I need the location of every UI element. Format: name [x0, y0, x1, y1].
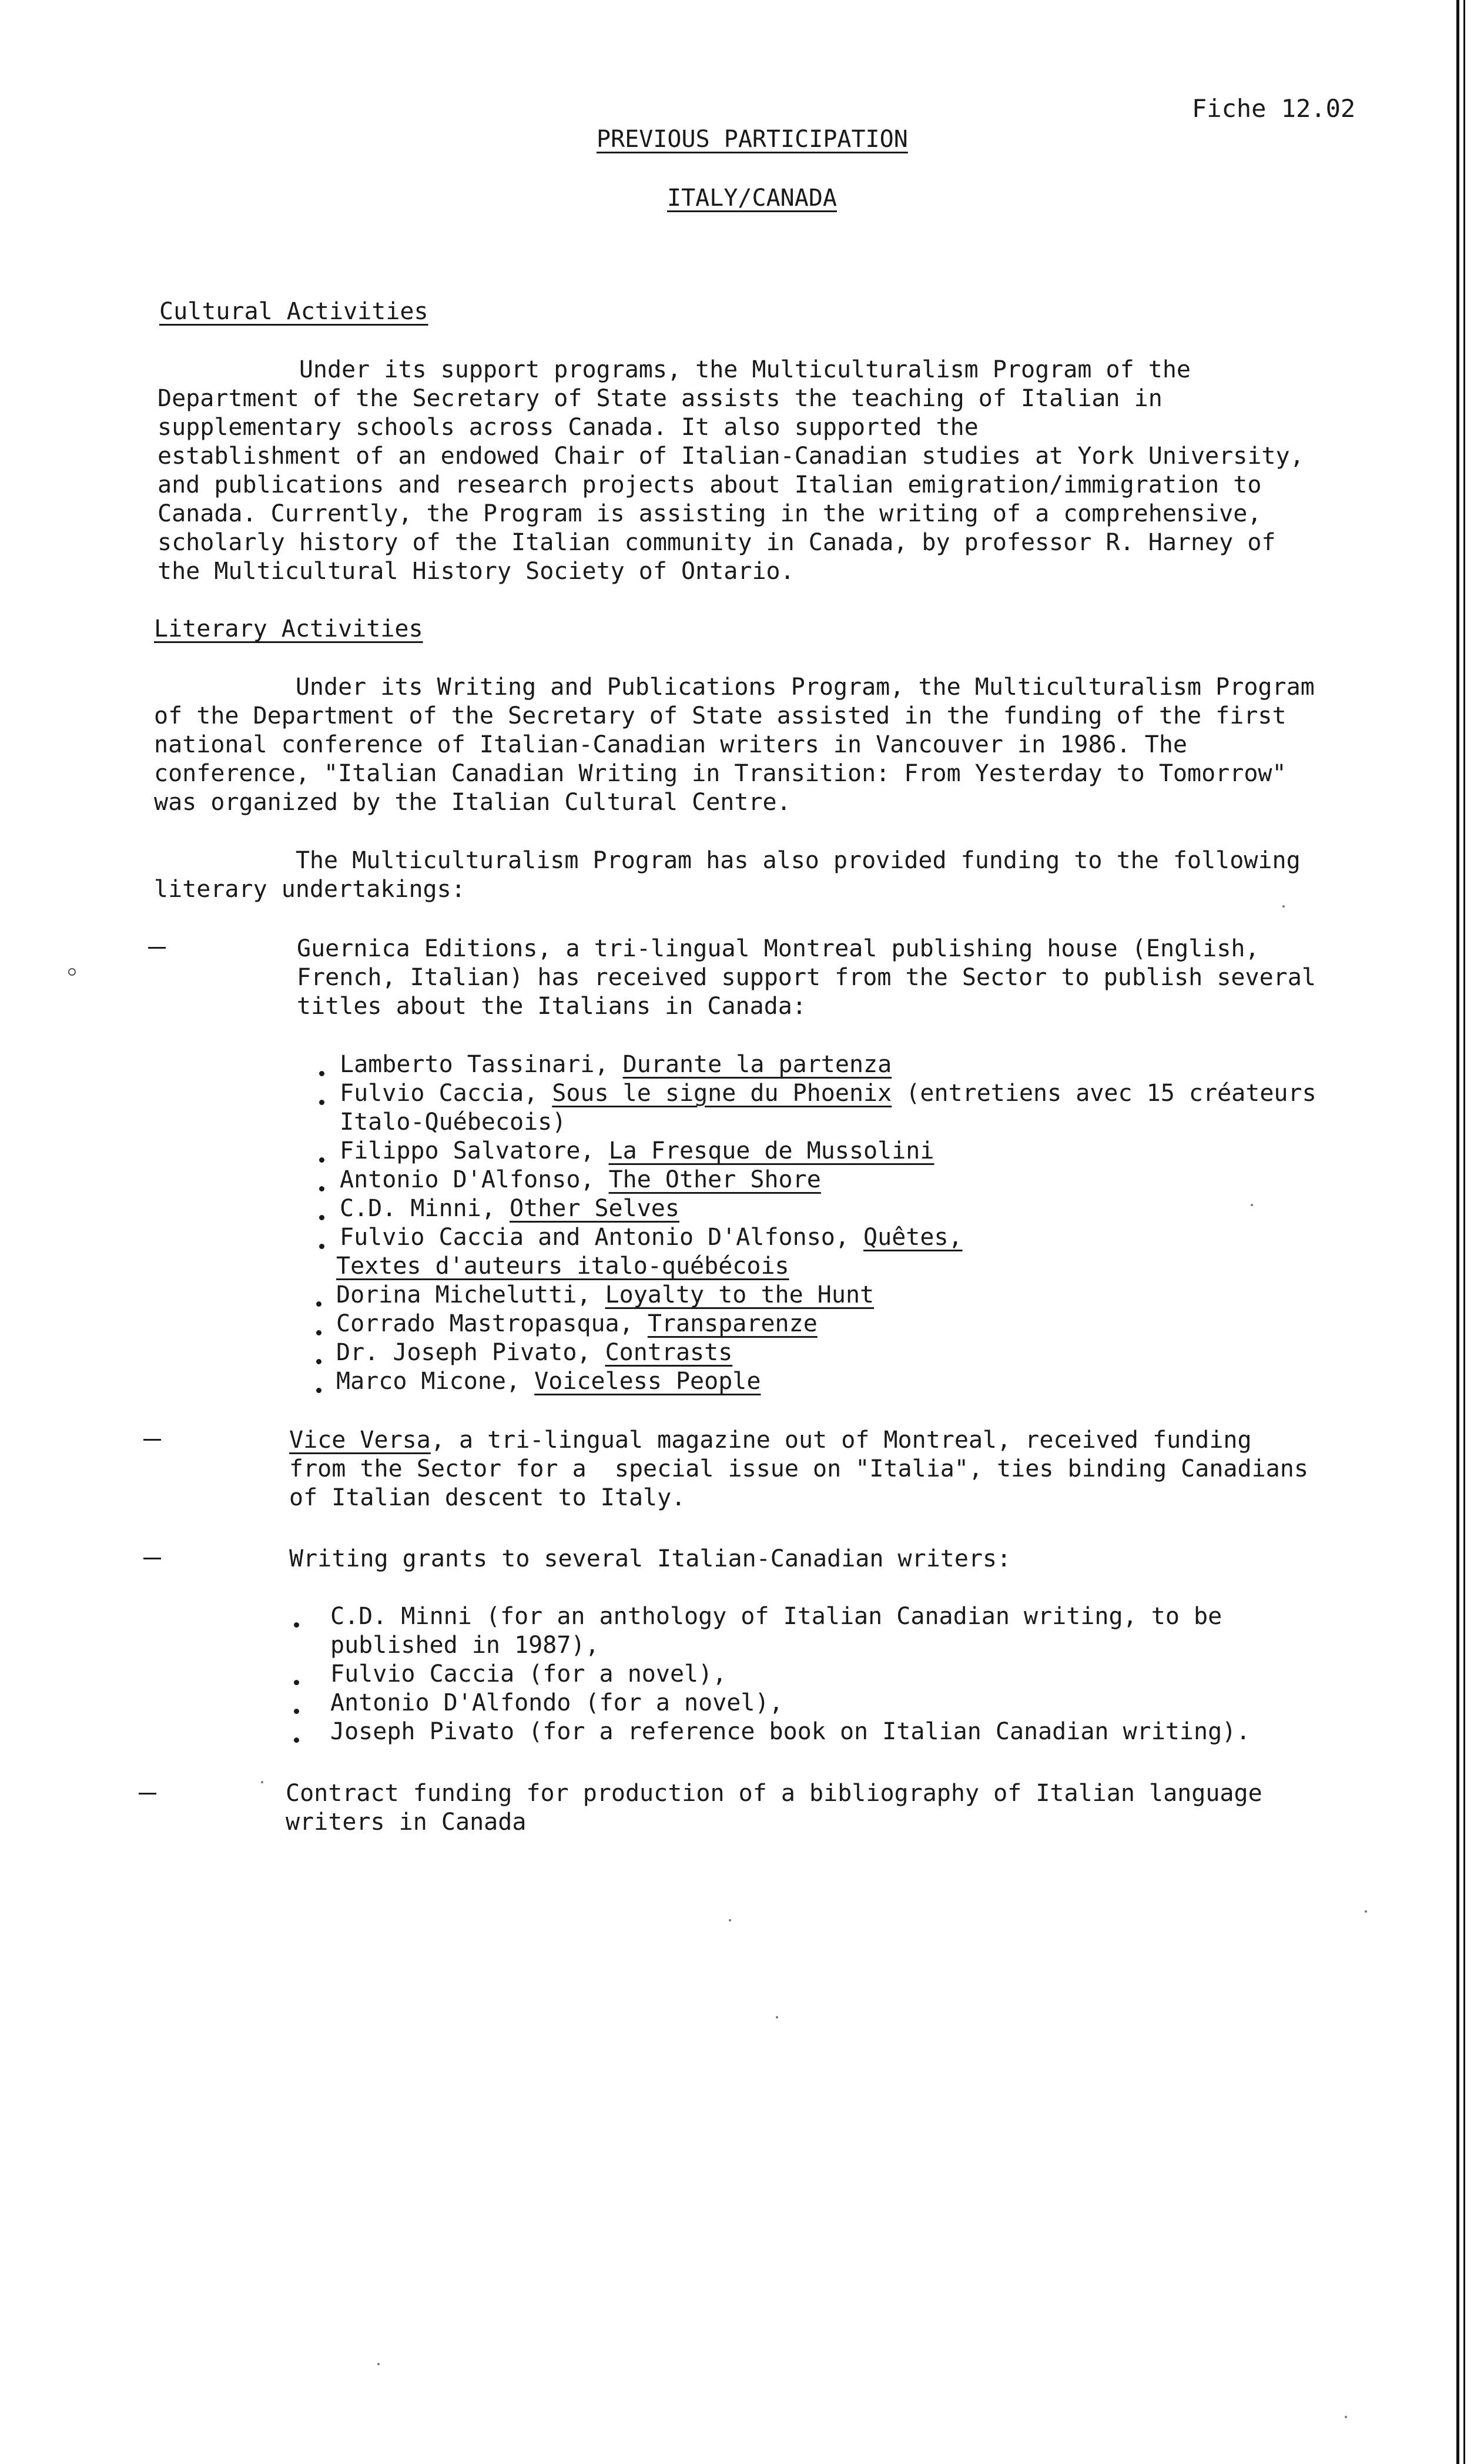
guernica-line: Guernica Editions, a tri-lingual Montreal publishing house (English, — [297, 935, 1259, 962]
cultural-line: supplementary schools across Canada. It also supported the — [158, 414, 979, 441]
cultural-line: Canada. Currently, the Program is assisting in the writing of a comprehensive, — [158, 500, 1262, 527]
bullet — [316, 1388, 321, 1393]
contract-line: Contract funding for production of a bibliography of Italian language — [286, 1780, 1262, 1807]
scan-speck — [377, 2363, 380, 2365]
cultural-line: establishment of an endowed Chair of Italian-Canadian studies at York University, — [158, 443, 1304, 470]
fiche-number: Fiche 12.02 — [1192, 94, 1356, 123]
cultural-line: and publications and research projects about Italian emigration/immigration to — [158, 471, 1262, 498]
bullet — [316, 1301, 321, 1307]
cultural-line: Under its support programs, the Multiculturalism Program of the — [158, 356, 1191, 383]
section-heading-cultural: Cultural Activities — [159, 298, 428, 325]
scan-speck — [1365, 1910, 1367, 1913]
bullet — [294, 1737, 299, 1743]
bullet — [316, 1359, 321, 1364]
book-item: Dr. Joseph Pivato, Contrasts — [336, 1339, 733, 1366]
grant-item: C.D. Minni (for an anthology of Italian Canadian writing, to be — [330, 1603, 1222, 1630]
book-item: Fulvio Caccia, Sous le signe du Phoenix (entretiens avec 15 créateurs — [340, 1080, 1316, 1107]
page-subtitle: ITALY/CANADA — [667, 185, 837, 212]
guernica-line: titles about the Italians in Canada: — [297, 993, 806, 1020]
grant-item-continuation: published in 1987), — [330, 1632, 599, 1659]
book-item-continuation: Italo-Québecois) — [340, 1109, 567, 1136]
viceversa-line: Vice Versa, a tri-lingual magazine out of Montreal, received funding — [289, 1427, 1252, 1454]
section-heading-literary: Literary Activities — [154, 615, 423, 642]
viceversa-line: of Italian descent to Italy. — [289, 1484, 686, 1511]
book-item: Fulvio Caccia and Antonio D'Alfonso, Quêtes, — [340, 1224, 963, 1251]
scan-speck — [729, 1919, 731, 1921]
book-item: Filippo Salvatore, La Fresque de Mussolini — [340, 1137, 934, 1164]
book-item: Marco Micone, Voiceless People — [336, 1368, 761, 1395]
scan-speck — [1282, 905, 1285, 908]
list-dash — [139, 1793, 156, 1795]
literary-para1-line: conference, "Italian Canadian Writing in Transition: From Yesterday to Tomorrow" — [154, 760, 1287, 787]
bullet — [294, 1622, 299, 1628]
viceversa-line: from the Sector for a special issue on "Italia", ties binding Canadians — [289, 1455, 1308, 1482]
cultural-line: scholarly history of the Italian community in Canada, by professor R. Harney of — [158, 529, 1276, 556]
book-item: C.D. Minni, Other Selves — [340, 1195, 679, 1222]
book-item: Lamberto Tassinari, Durante la partenza — [340, 1051, 892, 1078]
guernica-line: French, Italian) has received support from the Sector to publish several — [297, 964, 1316, 991]
scan-speck — [261, 1781, 263, 1783]
scan-speck — [1251, 1204, 1253, 1206]
margin-mark — [68, 968, 76, 976]
grants-intro: Writing grants to several Italian-Canadian writers: — [289, 1545, 1011, 1572]
grant-item: Joseph Pivato (for a reference book on Italian Canadian writing). — [330, 1718, 1251, 1745]
grant-item: Fulvio Caccia (for a novel), — [330, 1660, 727, 1688]
book-item: Dorina Michelutti, Loyalty to the Hunt — [336, 1281, 875, 1308]
literary-para2-line: literary undertakings: — [154, 876, 465, 903]
cultural-line: the Multicultural History Society of Ontario. — [158, 558, 795, 585]
bullet — [319, 1186, 324, 1191]
scan-speck — [1345, 2416, 1347, 2418]
bullet — [319, 1215, 324, 1220]
literary-para1-line: Under its Writing and Publications Program, the Multiculturalism Program — [154, 674, 1315, 701]
bullet — [319, 1100, 324, 1105]
book-item: Corrado Mastropasqua, Transparenze — [336, 1310, 818, 1337]
list-dash — [148, 947, 166, 949]
page-edge-line — [1463, 0, 1465, 2464]
bullet — [319, 1244, 324, 1249]
literary-para2-line: The Multiculturalism Program has also provided funding to the following — [154, 847, 1301, 874]
bullet — [294, 1709, 299, 1714]
literary-para1-line: national conference of Italian-Canadian writers in Vancouver in 1986. The — [154, 731, 1187, 758]
cultural-line: Department of the Secretary of State assists the teaching of Italian in — [158, 385, 1163, 412]
list-dash — [143, 1558, 161, 1559]
grant-item: Antonio D'Alfondo (for a novel), — [330, 1689, 783, 1716]
page-title: PREVIOUS PARTICIPATION — [597, 126, 908, 153]
book-item-continuation: Textes d'auteurs italo-québécois — [336, 1253, 789, 1280]
page-edge-line — [1456, 0, 1459, 2464]
bullet — [319, 1071, 324, 1076]
literary-para1-line: of the Department of the Secretary of State assisted in the funding of the first — [154, 702, 1287, 729]
book-item: Antonio D'Alfonso, The Other Shore — [340, 1166, 821, 1193]
literary-para1-line: was organized by the Italian Cultural Centre. — [154, 789, 791, 816]
bullet — [319, 1157, 324, 1163]
scan-speck — [776, 2016, 778, 2018]
bullet — [316, 1330, 321, 1335]
contract-line: writers in Canada — [286, 1809, 527, 1836]
bullet — [294, 1680, 299, 1685]
list-dash — [143, 1439, 161, 1441]
